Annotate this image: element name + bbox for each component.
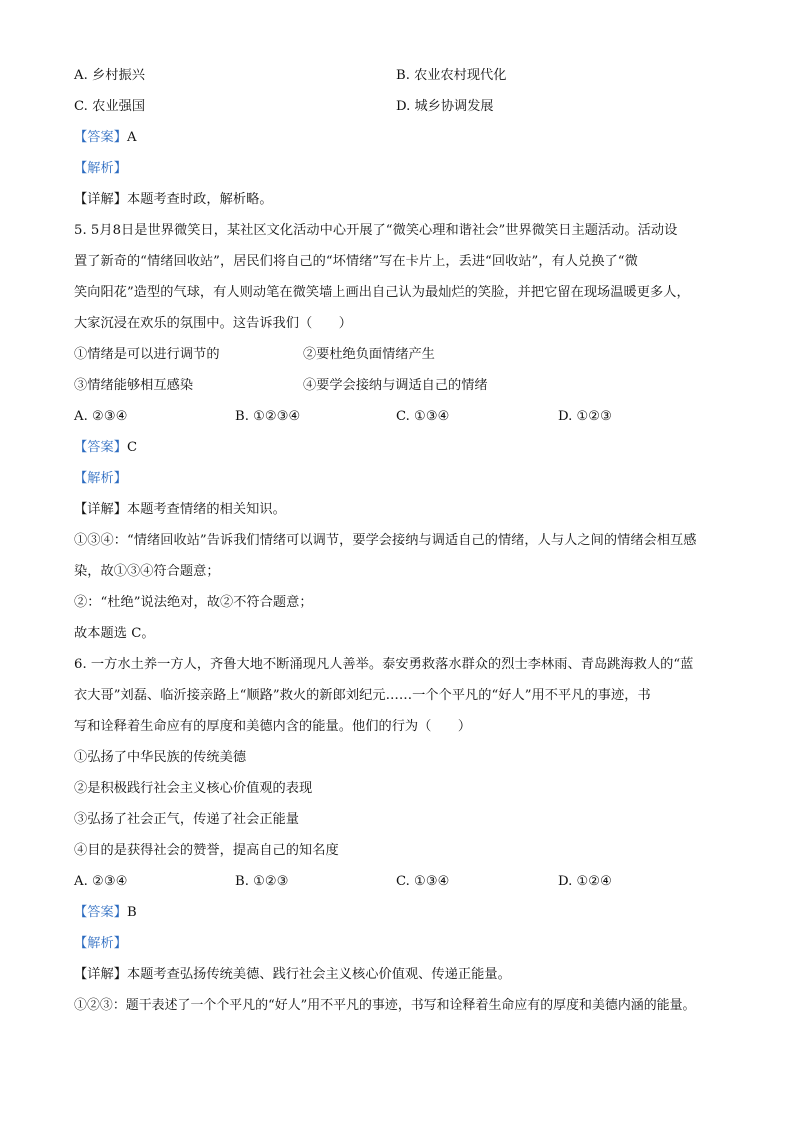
q5-stem-line: 笑向阳花”造型的气球，有人则动笔在微笑墙上画出自己认为最灿烂的笑脸，并把它留在现场温暖更多人，	[74, 285, 690, 300]
q5-option-b: B. ①②③④	[235, 409, 301, 424]
q5-detail-line	[74, 500, 286, 520]
q5-analysis-tag: 【解析】	[74, 471, 127, 486]
q4-answer-line	[74, 128, 137, 148]
q5-stem-line: 大家沉浸在欢乐的氛围中。这告诉我们（ ）	[74, 316, 352, 331]
q5-item-1: ①情绪是可以进行调节的	[74, 347, 220, 362]
q6-item-3: ③弘扬了社会正气，传递了社会正能量	[74, 812, 300, 827]
q6-detail-line	[74, 965, 511, 985]
q5-explain-line: ①③④：“情绪回收站”告诉我们情绪可以调节，要学会接纳与调适自己的情绪，人与人之间的情绪会相互感	[74, 533, 697, 548]
answer-tag: 【答案】	[74, 440, 127, 455]
q5-item-3: ③情绪能够相互感染	[74, 378, 194, 393]
q4-detail-line	[74, 190, 273, 210]
q5-stem-line: 5. 5月8日是世界微笑日，某社区文化活动中心开展了“微笑心理和谐社会”世界微笑日主题活动。活动设	[74, 223, 678, 238]
q4-option-a: A. 乡村振兴	[74, 68, 146, 83]
q5-explain-line: 染，故①③④符合题意；	[74, 564, 220, 579]
q6-option-a: A. ②③④	[74, 874, 128, 889]
q6-item-1: ①弘扬了中华民族的传统美德	[74, 750, 247, 765]
q5-option-c: C. ①③④	[396, 409, 450, 424]
q6-option-c: C. ①③④	[396, 874, 450, 889]
detail-tag: 【详解】	[74, 192, 127, 207]
q6-item-4: ④目的是获得社会的赞誉，提高自己的知名度	[74, 843, 339, 858]
q6-option-d: D. ①②④	[558, 874, 612, 889]
q4-answer: A	[126, 130, 137, 145]
q5-option-a: A. ②③④	[74, 409, 128, 424]
q5-item-2: ②要杜绝负面情绪产生	[303, 347, 435, 362]
q6-stem-line: 写和诠释着生命应有的厚度和美德内含的能量。他们的行为（ ）	[74, 719, 472, 734]
q6-answer-line	[74, 903, 137, 923]
detail-tag: 【详解】	[74, 967, 127, 982]
q4-option-b: B. 农业农村现代化	[396, 68, 507, 83]
q5-explain-line: ②：“杜绝”说法绝对，故②不符合题意；	[74, 595, 313, 610]
q5-explain-line: 故本题选 C。	[74, 626, 155, 641]
q5-item-4: ④要学会接纳与调适自己的情绪	[303, 378, 488, 393]
q6-stem-line: 衣大哥”刘磊、临沂接亲路上“顺路”救火的新郎刘纪元……一个个平凡的“好人”用不平凡的事迹，书	[74, 688, 651, 703]
q4-analysis-tag: 【解析】	[74, 161, 127, 176]
q6-item-2: ②是积极践行社会主义核心价值观的表现	[74, 781, 313, 796]
q5-detail: 本题考查情绪的相关知识。	[126, 502, 286, 517]
q5-answer-line	[74, 438, 137, 458]
answer-tag: 【答案】	[74, 130, 127, 145]
q6-stem-line: 6. 一方水土养一方人，齐鲁大地不断涌现凡人善举。泰安勇救落水群众的烈士李林雨、青岛跳海救人的“蓝	[74, 657, 694, 672]
detail-tag: 【详解】	[74, 502, 127, 517]
q6-option-b: B. ①②③	[235, 874, 289, 889]
q5-option-d: D. ①②③	[558, 409, 612, 424]
q6-analysis-tag: 【解析】	[74, 936, 127, 951]
q4-option-d: D. 城乡协调发展	[396, 99, 494, 114]
q5-answer: C	[126, 440, 138, 455]
answer-tag: 【答案】	[74, 905, 127, 920]
q6-detail: 本题考查弘扬传统美德、践行社会主义核心价值观、传递正能量。	[126, 967, 511, 982]
q4-detail: 本题考查时政，解析略。	[126, 192, 273, 207]
q4-option-c: C. 农业强国	[74, 99, 146, 114]
q6-explain-line: ①②③：题干表述了一个个平凡的“好人”用不平凡的事迹，书写和诠释着生命应有的厚度和美德内涵的能量。	[74, 998, 696, 1013]
q6-answer: B	[126, 905, 137, 920]
q5-stem-line: 置了新奇的“情绪回收站”，居民们将自己的“坏情绪”写在卡片上，丢进“回收站”，有人兑换了“微	[74, 254, 638, 269]
